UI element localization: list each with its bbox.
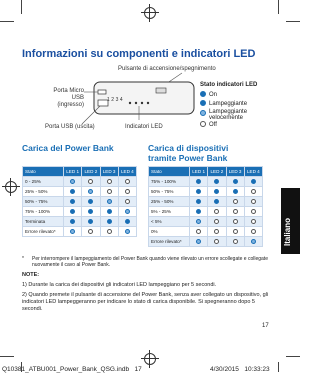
- row-label: 0%: [149, 227, 190, 237]
- note-1: 1) Durante la carica dei dispositivi gli indicatori LED lampeggiano per 5 secondi.: [22, 282, 217, 288]
- led-blink-icon: [70, 229, 75, 234]
- led-on-icon: [70, 199, 75, 204]
- led-cell: [190, 227, 208, 237]
- led-cell: [208, 187, 226, 197]
- crop-mark: [0, 21, 14, 22]
- led-cell: [208, 207, 226, 217]
- led-off-icon: [88, 179, 93, 184]
- led-cell: [226, 227, 244, 237]
- led-number: 2: [111, 97, 116, 103]
- led-on-icon: [88, 219, 93, 224]
- registration-mark: [143, 6, 157, 20]
- table-row: [23, 207, 137, 217]
- led-on-icon: [214, 189, 219, 194]
- page-title: Informazioni su componenti e indicatori LED: [22, 48, 256, 60]
- led-cell: [82, 207, 100, 217]
- led-cell: [64, 227, 82, 237]
- footnote: Per interrompere il lampeggiamento del Power Bank quando viene rilevato un errore scollegate e collegate nuovamente il cavo al Power Bank.: [32, 256, 268, 268]
- led-on-icon: [107, 219, 112, 224]
- table-row: [149, 217, 263, 227]
- registration-mark: [4, 180, 18, 194]
- led-cell: [190, 177, 208, 187]
- led-cell: [82, 177, 100, 187]
- led-cell: [226, 207, 244, 217]
- legend-title: Stato indicatori LED: [200, 82, 258, 88]
- led-cell: [208, 217, 226, 227]
- power-bank-heading: Carica del Power Bank: [22, 143, 114, 153]
- led-off-icon: [233, 209, 238, 214]
- led-on-icon: [214, 199, 219, 204]
- led-off-icon: [233, 239, 238, 244]
- led-on-icon: [196, 209, 201, 214]
- power-bank-table: [22, 166, 137, 237]
- led-blink-icon: [70, 179, 75, 184]
- micro-usb-label: Porta Micro USB (ingresso): [53, 88, 84, 108]
- table-row: [149, 237, 263, 247]
- led-on-icon: [233, 189, 238, 194]
- column-header: Stato: [23, 167, 64, 177]
- led-cell: [226, 177, 244, 187]
- led-number: 4: [119, 97, 125, 103]
- power-button-label: Pulsante di accensione/spegnimento: [118, 66, 216, 72]
- led-cell: [244, 177, 262, 187]
- led-cell: [82, 187, 100, 197]
- led-cell: [82, 217, 100, 227]
- led-cell: [64, 207, 82, 217]
- led-cell: [82, 227, 100, 237]
- row-label: Errore rilevato*: [149, 237, 190, 247]
- row-label: 5% - 25%: [149, 207, 190, 217]
- crop-mark: [0, 356, 14, 357]
- led-off-icon: [125, 199, 130, 204]
- led-off-icon: [233, 199, 238, 204]
- column-header: LED 2: [82, 167, 100, 177]
- led-number: 3: [115, 97, 120, 103]
- led-off-icon: [214, 239, 219, 244]
- led-indicators-label: Indicatori LED: [125, 124, 163, 130]
- led-off-icon: [125, 189, 130, 194]
- led-cell: [226, 237, 244, 247]
- slug-date: 4/30/2015 10:33:23: [210, 366, 270, 373]
- led-off-icon: [107, 229, 112, 234]
- note-heading: NOTE:: [22, 272, 40, 278]
- led-on-icon: [196, 199, 201, 204]
- led-on-icon: [233, 179, 238, 184]
- column-header: LED 2: [208, 167, 226, 177]
- led-off-icon: [251, 209, 256, 214]
- led-cell: [208, 177, 226, 187]
- crop-mark: [278, 362, 279, 372]
- led-cell: [226, 187, 244, 197]
- led-on-icon: [125, 219, 130, 224]
- row-label: 25% - 50%: [149, 197, 190, 207]
- column-header: LED 1: [190, 167, 208, 177]
- led-on-icon: [70, 189, 75, 194]
- led-off-icon: [251, 219, 256, 224]
- led-blink-icon: [88, 189, 93, 194]
- legend-item: Off: [200, 121, 280, 130]
- led-cell: [190, 187, 208, 197]
- led-blink-icon: [196, 219, 201, 224]
- led-cell: [64, 217, 82, 227]
- led-blink-icon: [125, 209, 130, 214]
- table-row: [149, 177, 263, 187]
- led-off-icon: [107, 189, 112, 194]
- registration-mark: [143, 352, 157, 366]
- led-cell: [118, 217, 136, 227]
- led-cell: [64, 187, 82, 197]
- led-blink-icon: [107, 199, 112, 204]
- led-cell: [244, 187, 262, 197]
- led-cell: [118, 177, 136, 187]
- led-on-icon: [251, 179, 256, 184]
- led-on-icon: [214, 179, 219, 184]
- led-cell: [244, 197, 262, 207]
- led-on-icon: [70, 219, 75, 224]
- led-off-icon: [200, 121, 206, 127]
- led-cell: [118, 187, 136, 197]
- led-cell: [244, 217, 262, 227]
- row-label: 75% - 100%: [23, 207, 64, 217]
- led-cell: [244, 237, 262, 247]
- crop-mark: [286, 21, 300, 22]
- note-2: 2) Quando premete il pulsante di accensione del Power Bank, senza aver collegato un dispositivo, gli indicatori LED lampeggeranno per indicare lo stato di carica disponibile. Si spegneranno dopo 5 secondi.: [22, 292, 269, 312]
- column-header: LED 4: [244, 167, 262, 177]
- led-cell: [118, 197, 136, 207]
- column-header: LED 1: [64, 167, 82, 177]
- led-on-icon: [107, 209, 112, 214]
- table-row: [23, 177, 137, 187]
- legend-item: On: [200, 91, 280, 100]
- legend-item: Lampeggiante velocemente: [200, 109, 280, 121]
- led-blink-icon: [196, 239, 201, 244]
- led-off-icon: [107, 179, 112, 184]
- table-row: [149, 207, 263, 217]
- led-off-icon: [214, 229, 219, 234]
- led-off-icon: [196, 229, 201, 234]
- crop-mark: [21, 0, 22, 14]
- led-off-icon: [251, 199, 256, 204]
- led-off-icon: [251, 189, 256, 194]
- column-header: LED 4: [118, 167, 136, 177]
- led-on-icon: [200, 91, 206, 97]
- table-row: [23, 227, 137, 237]
- led-blink-icon: [251, 239, 256, 244]
- led-cell: [190, 217, 208, 227]
- led-on-icon: [70, 209, 75, 214]
- led-on-icon: [196, 179, 201, 184]
- led-cell: [118, 207, 136, 217]
- row-label: < 5%: [149, 217, 190, 227]
- table-row: [149, 187, 263, 197]
- row-label: 50% - 75%: [149, 187, 190, 197]
- led-off-icon: [214, 219, 219, 224]
- led-off-icon: [214, 209, 219, 214]
- led-cell: [64, 197, 82, 207]
- led-blink-icon: [200, 100, 206, 106]
- led-off-icon: [251, 229, 256, 234]
- led-cell: [82, 197, 100, 207]
- column-header: LED 3: [100, 167, 118, 177]
- crop-mark: [286, 356, 300, 357]
- crop-mark: [278, 0, 279, 14]
- row-label: 25% - 50%: [23, 187, 64, 197]
- slug-file: Q10381_ATBU001_Power_Bank_QSG.indb 17: [2, 366, 142, 373]
- row-label: 50% - 75%: [23, 197, 64, 207]
- row-label: 0 - 25%: [23, 177, 64, 187]
- led-cell: [244, 207, 262, 217]
- led-cell: [100, 177, 118, 187]
- row-label: Terminata: [23, 217, 64, 227]
- led-cell: [100, 207, 118, 217]
- row-label: 75% - 100%: [149, 177, 190, 187]
- row-label: Errore rilevato*: [23, 227, 64, 237]
- led-on-icon: [88, 209, 93, 214]
- led-cell: [226, 197, 244, 207]
- led-cell: [208, 237, 226, 247]
- led-numbers: [107, 97, 124, 104]
- page-number: 17: [262, 323, 269, 329]
- led-cell: [208, 197, 226, 207]
- led-cell: [64, 177, 82, 187]
- led-fast-blink-icon: [200, 110, 206, 116]
- led-cell: [190, 207, 208, 217]
- led-cell: [244, 227, 262, 237]
- led-cell: [208, 227, 226, 237]
- device-heading: Carica di dispositivi tramite Power Bank: [148, 143, 229, 163]
- device-table: [148, 166, 263, 247]
- table-row: [149, 197, 263, 207]
- led-cell: [100, 217, 118, 227]
- led-cell: [190, 237, 208, 247]
- table-row: [23, 197, 137, 207]
- column-header: LED 3: [226, 167, 244, 177]
- led-cell: [226, 217, 244, 227]
- led-off-icon: [88, 229, 93, 234]
- led-on-icon: [88, 199, 93, 204]
- table-header-row: [23, 167, 137, 177]
- led-cell: [190, 197, 208, 207]
- table-row: [23, 217, 137, 227]
- led-blink-icon: [125, 229, 130, 234]
- led-cell: [100, 187, 118, 197]
- led-cell: [118, 227, 136, 237]
- led-off-icon: [233, 229, 238, 234]
- legend-item: Lampeggiante: [200, 100, 280, 109]
- led-cell: [100, 197, 118, 207]
- footnote-marker: *: [22, 256, 24, 262]
- usb-out-label: Porta USB (uscita): [45, 124, 95, 130]
- table-row: [149, 227, 263, 237]
- led-number: 1: [107, 97, 112, 103]
- table-row: [23, 187, 137, 197]
- status-legend: [200, 82, 280, 130]
- language-tab: Italiano: [281, 188, 300, 254]
- led-off-icon: [125, 179, 130, 184]
- led-cell: [100, 227, 118, 237]
- led-on-icon: [196, 189, 201, 194]
- column-header: Stato: [149, 167, 190, 177]
- led-off-icon: [233, 219, 238, 224]
- table-header-row: [149, 167, 263, 177]
